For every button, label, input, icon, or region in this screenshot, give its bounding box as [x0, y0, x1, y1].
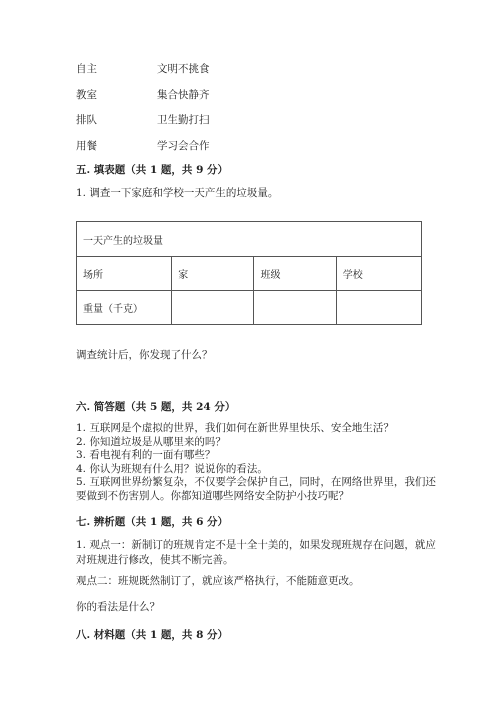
waste-table — [76, 221, 422, 325]
match-left-4: 用餐 — [76, 140, 97, 152]
table-cell-class: 班级 — [254, 257, 336, 291]
match-right-4: 学习会合作 — [157, 140, 210, 152]
waste-table-title: 一天产生的垃圾量 — [77, 222, 422, 257]
section6-question-5-cont: 要做到不伤害别人。你都知道哪些网络安全防护小技巧呢？ — [76, 489, 349, 502]
section5-question: 1. 调查一下家庭和学校一天产生的垃圾量。 — [76, 187, 279, 199]
section7-heading: 七. 辨析题（共 1 题，共 6 分） — [76, 516, 229, 528]
section7-viewpoint1-line1: 1. 观点一：新制订的班规肯定不是十全十美的，如果发现班规存在问题，就应 — [76, 539, 436, 551]
section5-heading: 五. 填表题（共 1 题，共 9 分） — [76, 164, 229, 176]
section6-heading: 六. 简答题（共 5 题，共 24 分） — [76, 401, 236, 413]
section5-followup: 调查统计后，你发现了什么？ — [76, 349, 213, 361]
section6-question-1: 1. 互联网是个虚拟的世界，我们如何在新世界里快乐、安全地生活？ — [76, 422, 394, 434]
section6-question-3: 3. 看电视有利的一面有哪些？ — [76, 449, 216, 461]
section7-viewpoint2: 观点二：班规既然制订了，就应该严格执行，不能随意更改。 — [76, 575, 360, 587]
table-cell-place-label: 场所 — [77, 257, 172, 291]
table-cell-weight-label: 重量（千克） — [77, 291, 172, 325]
table-cell-home: 家 — [172, 257, 254, 291]
section6-question-2: 2. 你知道垃圾是从哪里来的吗？ — [76, 435, 226, 448]
table-cell-weight-home[interactable] — [172, 291, 254, 325]
section7-viewpoint1-line2: 对班规进行修改，使其不断完善。 — [76, 554, 234, 566]
match-left-2: 教室 — [76, 89, 97, 101]
match-left-1: 自主 — [76, 63, 97, 75]
match-right-3: 卫生勤打扫 — [157, 114, 210, 126]
section6-question-4: 4. 你认为班规有什么用？说说你的看法。 — [76, 462, 268, 475]
section8-heading: 八. 材料题（共 1 题，共 8 分） — [76, 629, 229, 641]
section7-prompt: 你的看法是什么？ — [76, 601, 160, 613]
table-cell-weight-school[interactable] — [336, 291, 421, 325]
match-right-1: 文明不挑食 — [157, 63, 210, 75]
table-cell-school: 学校 — [336, 257, 421, 291]
match-right-2: 集合快静齐 — [157, 89, 210, 101]
table-cell-weight-class[interactable] — [254, 291, 336, 325]
section6-question-list — [76, 422, 436, 503]
match-left-3: 排队 — [76, 114, 97, 126]
section6-question-5: 5. 互联网世界纷繁复杂，不仅要学会保护自己，同时，在网络世界里，我们还 — [76, 476, 436, 488]
